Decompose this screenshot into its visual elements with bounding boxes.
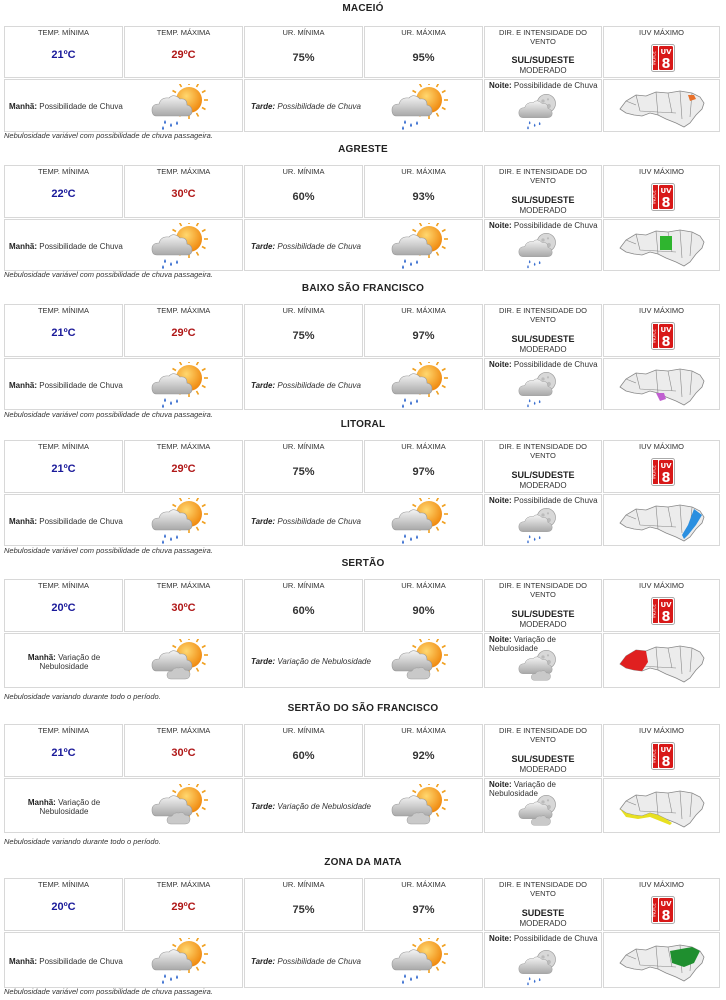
svg-text:8: 8	[660, 755, 671, 770]
afternoon-text	[251, 657, 401, 666]
night-label: Noite:	[489, 221, 512, 230]
morning-label: Manhã:	[9, 956, 37, 966]
afternoon-label: Tarde:	[251, 516, 276, 526]
alagoas-map-icon	[616, 937, 708, 990]
urmax-value: 93%	[412, 191, 435, 203]
sun-cloud-rain-icon	[391, 362, 451, 415]
afternoon-condition: Possibilidade de Chuva	[277, 241, 361, 251]
cell-urmin	[244, 304, 363, 357]
night-text	[489, 81, 601, 90]
urmin-value: 75%	[292, 904, 315, 916]
night-condition: Possibilidade de Chuva	[513, 221, 598, 230]
sun-cloud-icon	[151, 639, 211, 692]
urmin-value: 75%	[292, 330, 315, 342]
tmin-header: TEMP. MÍNIMA	[37, 880, 90, 889]
region-title: SERTÃO	[341, 558, 385, 569]
cell-iuv	[603, 579, 720, 632]
night-condition: Possibilidade de Chuva	[513, 81, 598, 90]
night-condition: Possibilidade de Chuva	[513, 934, 598, 943]
sun-cloud-icon	[151, 784, 211, 837]
morning-label: Manhã:	[9, 241, 37, 251]
region-title: LITORAL	[340, 419, 386, 430]
cell-wind	[484, 165, 602, 218]
svg-text:UV: UV	[659, 187, 672, 195]
tmax-value: 29ºC	[171, 901, 196, 913]
cell-urmax	[364, 304, 483, 357]
wind-direction: SUL/SUDESTE	[511, 470, 575, 480]
iuv-header: IUV MÁXIMO	[638, 167, 684, 176]
afternoon-forecast	[244, 79, 483, 132]
wind-direction: SUL/SUDESTE	[511, 195, 575, 205]
urmin-value: 60%	[292, 605, 315, 617]
afternoon-label: Tarde:	[251, 802, 276, 811]
uv-index-icon	[651, 597, 675, 630]
cell-iuv	[603, 304, 720, 357]
cell-urmax	[364, 579, 483, 632]
moon-cloud-rain-icon	[517, 505, 569, 550]
cell-iuv	[603, 26, 720, 78]
tmin-value: 21ºC	[51, 49, 76, 61]
uv-index-icon	[651, 458, 675, 491]
night-label: Noite:	[489, 81, 512, 90]
tmin-value: 21ºC	[51, 747, 76, 759]
tmin-value: 22ºC	[51, 188, 76, 200]
moon-cloud-icon	[517, 792, 569, 837]
afternoon-text	[251, 102, 401, 111]
urmax-value: 92%	[412, 750, 435, 762]
tmax-value: 29ºC	[171, 49, 196, 61]
afternoon-forecast	[244, 358, 483, 410]
wind-direction: SUL/SUDESTE	[511, 609, 575, 619]
forecast-note: Nebulosidade variável com possibilidade de chuva passageira.	[4, 546, 213, 555]
svg-text:ÍNDICE: ÍNDICE	[651, 190, 656, 204]
cell-urmin	[244, 724, 363, 777]
cell-tmin	[4, 878, 123, 931]
wind-header: DIR. E INTENSIDADE DO VENTO	[499, 726, 587, 744]
cell-urmin	[244, 878, 363, 931]
tmin-header: TEMP. MÍNIMA	[37, 306, 90, 315]
afternoon-forecast	[244, 633, 483, 688]
wind-header: DIR. E INTENSIDADE DO VENTO	[499, 306, 587, 324]
night-label: Noite:	[489, 934, 512, 943]
cell-urmin	[244, 579, 363, 632]
sun-cloud-rain-icon	[151, 362, 211, 415]
morning-text	[9, 242, 129, 251]
svg-text:8: 8	[660, 335, 671, 350]
night-text	[489, 221, 601, 230]
urmax-header: UR. MÁXIMA	[401, 880, 446, 889]
svg-text:UV: UV	[659, 601, 672, 609]
urmin-value: 75%	[292, 52, 315, 64]
tmin-header: TEMP. MÍNIMA	[37, 442, 90, 451]
tmax-header: TEMP. MÁXIMA	[156, 167, 211, 176]
cell-urmin	[244, 165, 363, 218]
afternoon-forecast	[244, 778, 483, 833]
night-text	[489, 934, 601, 943]
wind-intensity: MODERADO	[519, 919, 567, 928]
svg-text:8: 8	[660, 909, 671, 924]
cell-tmax	[124, 579, 243, 632]
svg-text:UV: UV	[659, 48, 672, 56]
cell-tmin	[4, 724, 123, 777]
wind-intensity: MODERADO	[519, 66, 567, 75]
morning-forecast	[4, 79, 243, 132]
region-map	[603, 778, 720, 833]
urmax-header: UR. MÁXIMA	[401, 306, 446, 315]
tmin-header: TEMP. MÍNIMA	[37, 726, 90, 735]
tmax-header: TEMP. MÁXIMA	[156, 306, 211, 315]
cell-tmax	[124, 26, 243, 78]
afternoon-condition: Variação de Nebulosidade	[277, 657, 371, 666]
cell-tmin	[4, 165, 123, 218]
iuv-header: IUV MÁXIMO	[638, 726, 684, 735]
night-forecast	[484, 358, 602, 410]
iuv-header: IUV MÁXIMO	[638, 581, 684, 590]
wind-intensity: MODERADO	[519, 345, 567, 354]
cell-tmax	[124, 724, 243, 777]
tmax-header: TEMP. MÁXIMA	[156, 726, 211, 735]
urmax-header: UR. MÁXIMA	[401, 167, 446, 176]
cell-urmax	[364, 440, 483, 493]
wind-intensity: MODERADO	[519, 481, 567, 490]
urmax-value: 97%	[412, 466, 435, 478]
afternoon-label: Tarde:	[251, 380, 276, 390]
svg-text:UV: UV	[659, 462, 672, 470]
region-title: AGRESTE	[338, 144, 388, 155]
forecast-note: Nebulosidade variável com possibilidade de chuva passageira.	[4, 987, 213, 996]
urmin-header: UR. MÍNIMA	[282, 442, 325, 451]
cell-tmax	[124, 878, 243, 931]
morning-label: Manhã:	[27, 652, 56, 662]
region-map	[603, 358, 720, 410]
moon-cloud-rain-icon	[517, 369, 569, 414]
tmin-header: TEMP. MÍNIMA	[37, 581, 90, 590]
tmin-header: TEMP. MÍNIMA	[37, 167, 90, 176]
night-forecast	[484, 633, 602, 688]
svg-text:UV: UV	[659, 900, 672, 908]
wind-direction: SUL/SUDESTE	[511, 334, 575, 344]
cell-iuv	[603, 878, 720, 931]
svg-text:ÍNDICE: ÍNDICE	[651, 749, 656, 763]
cell-urmax	[364, 26, 483, 78]
morning-condition: Variação de Nebulosidade	[39, 797, 101, 816]
wind-direction: SUL/SUDESTE	[511, 55, 575, 65]
svg-text:8: 8	[660, 471, 671, 486]
morning-forecast	[4, 778, 243, 833]
tmax-header: TEMP. MÁXIMA	[156, 880, 211, 889]
afternoon-label: Tarde:	[251, 241, 276, 251]
sun-cloud-icon	[391, 784, 451, 837]
morning-text	[19, 798, 109, 816]
morning-condition: Variação de Nebulosidade	[39, 652, 101, 671]
alagoas-map-icon	[616, 222, 708, 275]
night-condition: Variação de Nebulosidade	[489, 780, 557, 798]
tmin-value: 21ºC	[51, 463, 76, 475]
urmin-header: UR. MÍNIMA	[282, 880, 325, 889]
cell-wind	[484, 26, 602, 78]
uv-index-icon	[651, 322, 675, 355]
cell-tmin	[4, 26, 123, 78]
morning-condition: Possibilidade de Chuva	[39, 516, 123, 526]
svg-text:UV: UV	[659, 326, 672, 334]
tmin-value: 20ºC	[51, 901, 76, 913]
sun-cloud-rain-icon	[151, 84, 211, 137]
region-map	[603, 494, 720, 546]
forecast-note: Nebulosidade variável com possibilidade de chuva passageira.	[4, 410, 213, 419]
morning-forecast	[4, 219, 243, 271]
sun-cloud-rain-icon	[391, 84, 451, 137]
cell-tmax	[124, 165, 243, 218]
urmax-value: 90%	[412, 605, 435, 617]
sun-cloud-rain-icon	[391, 498, 451, 551]
wind-intensity: MODERADO	[519, 620, 567, 629]
svg-text:8: 8	[660, 610, 671, 625]
sun-cloud-rain-icon	[391, 223, 451, 276]
cell-tmax	[124, 440, 243, 493]
morning-condition: Possibilidade de Chuva	[39, 380, 123, 390]
urmax-header: UR. MÁXIMA	[401, 581, 446, 590]
urmin-header: UR. MÍNIMA	[282, 726, 325, 735]
morning-text	[9, 381, 129, 390]
afternoon-label: Tarde:	[251, 102, 276, 111]
tmin-header: TEMP. MÍNIMA	[37, 28, 90, 37]
cell-tmin	[4, 579, 123, 632]
cell-iuv	[603, 440, 720, 493]
moon-cloud-rain-icon	[517, 91, 569, 136]
svg-text:8: 8	[660, 57, 671, 72]
svg-text:ÍNDICE: ÍNDICE	[651, 465, 656, 479]
night-label: Noite:	[489, 780, 512, 789]
afternoon-condition: Possibilidade de Chuva	[277, 102, 361, 111]
urmin-value: 60%	[292, 191, 315, 203]
urmax-header: UR. MÁXIMA	[401, 726, 446, 735]
wind-header: DIR. E INTENSIDADE DO VENTO	[499, 581, 587, 599]
afternoon-text	[251, 242, 401, 251]
night-forecast	[484, 79, 602, 132]
wind-header: DIR. E INTENSIDADE DO VENTO	[499, 167, 587, 185]
cell-urmin	[244, 440, 363, 493]
morning-label: Manhã:	[9, 380, 37, 390]
iuv-header: IUV MÁXIMO	[638, 28, 684, 37]
night-condition: Variação de Nebulosidade	[489, 635, 557, 653]
svg-text:ÍNDICE: ÍNDICE	[651, 329, 656, 343]
afternoon-label: Tarde:	[251, 956, 276, 966]
urmax-header: UR. MÁXIMA	[401, 442, 446, 451]
night-forecast	[484, 219, 602, 271]
forecast-note: Nebulosidade variando durante todo o período.	[4, 837, 161, 846]
tmax-header: TEMP. MÁXIMA	[156, 442, 211, 451]
afternoon-forecast	[244, 219, 483, 271]
tmax-value: 29ºC	[171, 463, 196, 475]
region-map	[603, 219, 720, 271]
wind-header: DIR. E INTENSIDADE DO VENTO	[499, 442, 587, 460]
afternoon-forecast	[244, 494, 483, 546]
wind-direction: SUDESTE	[521, 908, 565, 918]
cell-iuv	[603, 724, 720, 777]
urmin-header: UR. MÍNIMA	[282, 581, 325, 590]
region-map	[603, 633, 720, 688]
cell-wind	[484, 724, 602, 777]
night-forecast	[484, 494, 602, 546]
alagoas-map-icon	[616, 497, 708, 550]
night-label: Noite:	[489, 496, 512, 505]
morning-condition: Possibilidade de Chuva	[39, 102, 123, 111]
svg-text:ÍNDICE: ÍNDICE	[651, 51, 656, 65]
cell-tmin	[4, 304, 123, 357]
afternoon-forecast	[244, 932, 483, 988]
night-forecast	[484, 778, 602, 833]
afternoon-condition: Possibilidade de Chuva	[277, 380, 361, 390]
afternoon-text	[251, 802, 401, 811]
cell-urmax	[364, 878, 483, 931]
urmax-header: UR. MÁXIMA	[401, 28, 446, 37]
urmin-header: UR. MÍNIMA	[282, 28, 325, 37]
morning-forecast	[4, 358, 243, 410]
moon-cloud-rain-icon	[517, 230, 569, 275]
wind-header: DIR. E INTENSIDADE DO VENTO	[499, 880, 587, 898]
morning-text	[9, 957, 129, 966]
sun-cloud-rain-icon	[151, 498, 211, 551]
forecast-note: Nebulosidade variável com possibilidade de chuva passageira.	[4, 270, 213, 279]
afternoon-condition: Variação de Nebulosidade	[277, 802, 371, 811]
urmax-value: 97%	[412, 904, 435, 916]
alagoas-map-icon	[616, 638, 708, 691]
urmin-header: UR. MÍNIMA	[282, 167, 325, 176]
tmin-value: 21ºC	[51, 327, 76, 339]
alagoas-map-icon	[616, 361, 708, 414]
cell-wind	[484, 304, 602, 357]
sun-cloud-rain-icon	[391, 938, 451, 991]
wind-direction: SUL/SUDESTE	[511, 754, 575, 764]
iuv-header: IUV MÁXIMO	[638, 880, 684, 889]
night-forecast	[484, 932, 602, 988]
forecast-note: Nebulosidade variável com possibilidade de chuva passageira.	[4, 131, 213, 140]
cell-urmax	[364, 165, 483, 218]
alagoas-map-icon	[616, 83, 708, 136]
afternoon-text	[251, 517, 401, 526]
uv-index-icon	[651, 742, 675, 775]
wind-intensity: MODERADO	[519, 206, 567, 215]
cell-wind	[484, 440, 602, 493]
morning-condition: Possibilidade de Chuva	[39, 956, 123, 966]
morning-forecast	[4, 494, 243, 546]
cell-tmax	[124, 304, 243, 357]
morning-text	[9, 517, 129, 526]
svg-text:ÍNDICE: ÍNDICE	[651, 903, 656, 917]
morning-label: Manhã:	[27, 797, 56, 807]
afternoon-condition: Possibilidade de Chuva	[277, 516, 361, 526]
tmax-value: 30ºC	[171, 188, 196, 200]
night-text	[489, 360, 601, 369]
morning-label: Manhã:	[9, 102, 37, 111]
sun-cloud-icon	[391, 639, 451, 692]
sun-cloud-rain-icon	[151, 938, 211, 991]
morning-forecast	[4, 633, 243, 688]
cell-urmax	[364, 724, 483, 777]
cell-wind	[484, 579, 602, 632]
tmax-value: 30ºC	[171, 747, 196, 759]
svg-text:8: 8	[660, 196, 671, 211]
svg-text:ÍNDICE: ÍNDICE	[651, 604, 656, 618]
cell-tmin	[4, 440, 123, 493]
night-label: Noite:	[489, 635, 512, 644]
tmax-header: TEMP. MÁXIMA	[156, 28, 211, 37]
night-label: Noite:	[489, 360, 512, 369]
cell-wind	[484, 878, 602, 931]
moon-cloud-icon	[517, 647, 569, 692]
urmax-value: 97%	[412, 330, 435, 342]
uv-index-icon	[651, 44, 675, 77]
region-map	[603, 932, 720, 988]
morning-label: Manhã:	[9, 516, 37, 526]
urmin-header: UR. MÍNIMA	[282, 306, 325, 315]
cell-urmin	[244, 26, 363, 78]
iuv-header: IUV MÁXIMO	[638, 442, 684, 451]
tmax-value: 29ºC	[171, 327, 196, 339]
night-condition: Possibilidade de Chuva	[513, 496, 598, 505]
urmax-value: 95%	[412, 52, 435, 64]
urmin-value: 60%	[292, 750, 315, 762]
region-title: MACEIÓ	[342, 3, 384, 14]
afternoon-condition: Possibilidade de Chuva	[277, 956, 361, 966]
iuv-header: IUV MÁXIMO	[638, 306, 684, 315]
uv-index-icon	[651, 896, 675, 929]
tmin-value: 20ºC	[51, 602, 76, 614]
wind-intensity: MODERADO	[519, 765, 567, 774]
wind-header: DIR. E INTENSIDADE DO VENTO	[499, 28, 587, 46]
night-condition: Possibilidade de Chuva	[513, 360, 598, 369]
uv-index-icon	[651, 183, 675, 216]
afternoon-text	[251, 957, 401, 966]
morning-text	[19, 653, 109, 671]
afternoon-label: Tarde:	[251, 657, 276, 666]
moon-cloud-rain-icon	[517, 947, 569, 992]
morning-forecast	[4, 932, 243, 988]
morning-text	[9, 102, 129, 111]
region-title: ZONA DA MATA	[324, 857, 402, 868]
alagoas-map-icon	[616, 783, 708, 836]
region-title: BAIXO SÃO FRANCISCO	[301, 283, 425, 294]
tmax-header: TEMP. MÁXIMA	[156, 581, 211, 590]
urmin-value: 75%	[292, 466, 315, 478]
svg-text:UV: UV	[659, 746, 672, 754]
cell-iuv	[603, 165, 720, 218]
region-map	[603, 79, 720, 132]
afternoon-text	[251, 381, 401, 390]
forecast-note: Nebulosidade variando durante todo o período.	[4, 692, 161, 701]
region-title: SERTÃO DO SÃO FRANCISCO	[287, 703, 439, 714]
tmax-value: 30ºC	[171, 602, 196, 614]
sun-cloud-rain-icon	[151, 223, 211, 276]
night-text	[489, 496, 601, 505]
morning-condition: Possibilidade de Chuva	[39, 241, 123, 251]
